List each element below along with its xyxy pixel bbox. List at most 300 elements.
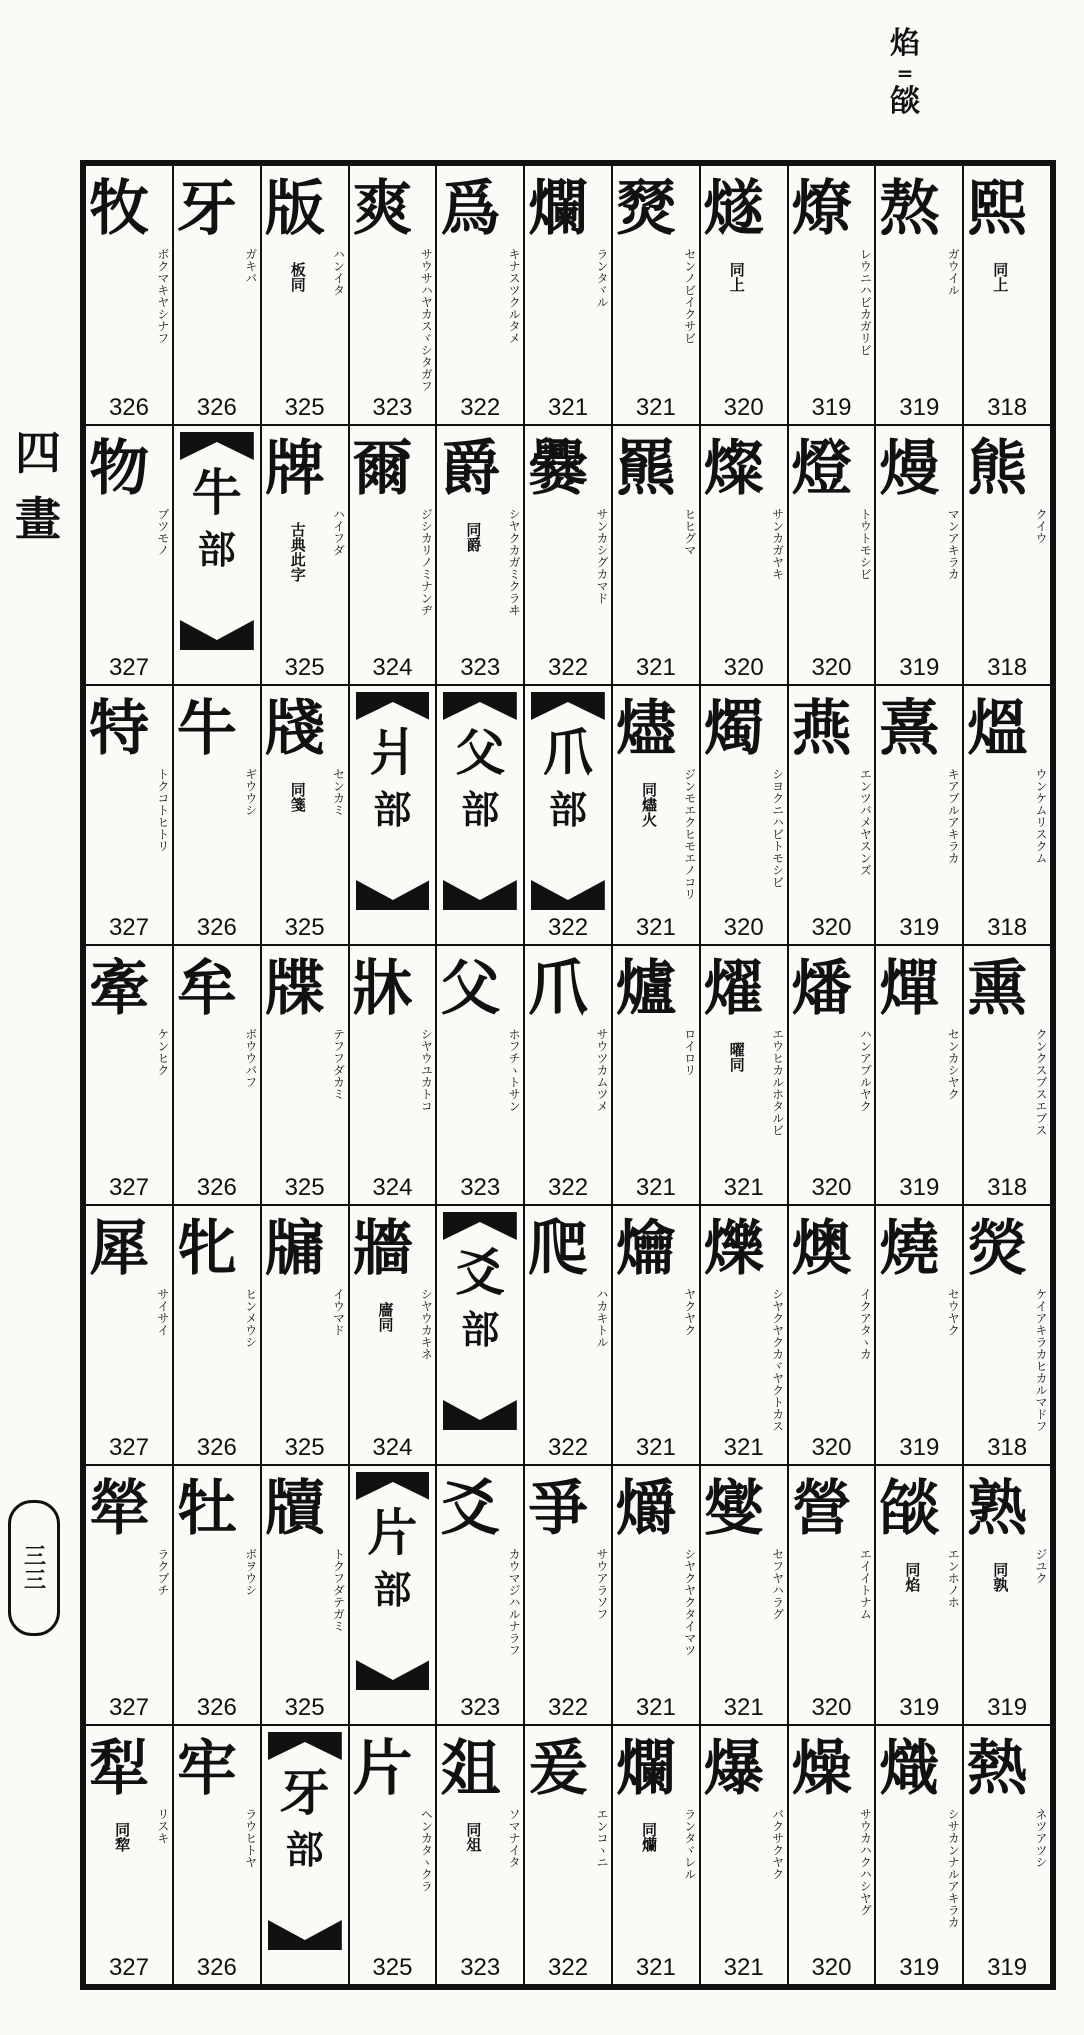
kanji-entry xyxy=(613,684,699,944)
kanji-char: 爍 xyxy=(703,1214,764,1284)
page-ref: 319 xyxy=(899,1434,940,1461)
kana-reading: トクコトヒトリ xyxy=(155,768,170,852)
kana-reading: シヤクヤクカヾヤクトカス xyxy=(770,1288,785,1432)
page-ref: 320 xyxy=(811,1174,852,1201)
kanji-entry xyxy=(437,944,523,1204)
kana-reading: エイイトナム xyxy=(858,1548,873,1620)
page-ref: 327 xyxy=(108,654,149,681)
radical-bracket xyxy=(531,692,605,910)
page-ref: 318 xyxy=(987,1434,1028,1461)
kanji-entry xyxy=(350,166,436,424)
kanji-entry xyxy=(876,1204,962,1464)
kanji-entry xyxy=(701,1724,787,1984)
kanji-entry xyxy=(789,684,875,944)
kanji-char: 燼 xyxy=(615,694,676,764)
kana-reading: ホフチヽトサン xyxy=(507,1028,522,1112)
kana-reading: センカミ xyxy=(331,768,346,816)
kana-reading: キアブルアキラカ xyxy=(946,768,961,864)
page-ref: 322 xyxy=(548,1434,589,1461)
page-ref: 319 xyxy=(899,1954,940,1981)
kanji-entry xyxy=(964,944,1050,1204)
kanji-char: 爨 xyxy=(528,434,589,504)
kana-reading: センノビイクサビ xyxy=(682,248,697,344)
page-number-badge xyxy=(8,1500,60,1636)
kana-reading: ウンケムリスクム xyxy=(1034,768,1048,864)
kanji-char: 熟 xyxy=(967,1474,1028,1544)
kanji-char: 牘 xyxy=(264,1474,325,1544)
page-ref: 319 xyxy=(899,914,940,941)
kanji-char: 燧 xyxy=(703,174,764,244)
kanji-entry xyxy=(174,1464,260,1724)
kanji-entry xyxy=(789,1464,875,1724)
radical-char: 片 xyxy=(367,1503,418,1562)
page-ref: 326 xyxy=(196,1954,237,1981)
page-ref: 319 xyxy=(987,1694,1028,1721)
kanji-entry xyxy=(86,684,172,944)
page-ref: 319 xyxy=(899,394,940,421)
kanji-char: 牝 xyxy=(176,1214,237,1284)
kanji-entry xyxy=(964,424,1050,684)
page-ref: 321 xyxy=(635,1954,676,1981)
page-ref: 321 xyxy=(548,394,589,421)
page-ref: 320 xyxy=(811,914,852,941)
variant-note: 同爵 xyxy=(464,522,483,552)
page-ref: 319 xyxy=(899,654,940,681)
page-ref: 326 xyxy=(196,914,237,941)
radical-char: 爪 xyxy=(543,723,594,782)
variant-note: 同上 xyxy=(991,262,1010,292)
page-ref: 324 xyxy=(372,1174,413,1201)
kanji-char: 燈 xyxy=(791,434,852,504)
kanji-char: 燹 xyxy=(615,174,676,244)
kana-reading: ボクマキヤシナフ xyxy=(155,248,170,344)
radical-section-header xyxy=(350,684,436,944)
kanji-char: 熙 xyxy=(967,174,1028,244)
page-ref: 321 xyxy=(723,1434,764,1461)
page-ref: 320 xyxy=(723,914,764,941)
kana-reading: シサカンナルアキラカ xyxy=(946,1808,961,1928)
radical-bracket xyxy=(268,1732,342,1950)
radical-suffix: 部 xyxy=(549,787,588,832)
kana-reading: イウマド xyxy=(331,1288,346,1336)
kanji-entry xyxy=(262,1464,348,1724)
kana-reading: ボウウバフ xyxy=(243,1028,258,1088)
bracket-bottom-icon xyxy=(268,1920,342,1950)
kanji-char: 牢 xyxy=(176,1734,237,1804)
page-ref: 327 xyxy=(108,1694,149,1721)
kanji-char: 燮 xyxy=(703,1474,764,1544)
kanji-entry xyxy=(613,1464,699,1724)
page-ref: 321 xyxy=(723,1954,764,1981)
page-ref: 321 xyxy=(635,1174,676,1201)
kana-reading: エンコヽニ xyxy=(594,1808,609,1868)
kana-reading: ハンイタ xyxy=(331,248,346,296)
kanji-entry xyxy=(350,1204,436,1464)
kanji-entry xyxy=(86,944,172,1204)
bracket-top-icon xyxy=(443,692,517,720)
kanji-char: 特 xyxy=(89,694,150,764)
kanji-entry xyxy=(876,166,962,424)
kanji-char: 羆 xyxy=(615,434,676,504)
kana-reading: ランタヾル xyxy=(594,248,609,308)
kanji-char: 燦 xyxy=(703,434,764,504)
radical-suffix: 部 xyxy=(197,527,236,572)
radical-section-header xyxy=(350,1464,436,1724)
kanji-entry xyxy=(174,1724,260,1984)
variant-note: 同俎 xyxy=(464,1822,483,1852)
kana-reading: ジユク xyxy=(1034,1548,1048,1584)
kana-reading: バクサクヤク xyxy=(770,1808,785,1880)
kanji-entry xyxy=(174,1204,260,1464)
kanji-char: 熳 xyxy=(879,434,940,504)
page-ref: 321 xyxy=(635,654,676,681)
kana-reading: マンアキラカ xyxy=(946,508,961,580)
page-ref: 320 xyxy=(811,654,852,681)
radical-suffix: 部 xyxy=(285,1827,324,1872)
variant-note: 同燼火 xyxy=(639,782,658,827)
radical-suffix: 部 xyxy=(373,787,412,832)
kanji-entry xyxy=(174,166,260,424)
kanji-char: 熾 xyxy=(879,1734,940,1804)
variant-note: 同焰 xyxy=(903,1562,922,1592)
page-ref: 327 xyxy=(108,1434,149,1461)
kanji-char: 燕 xyxy=(791,694,852,764)
table-column xyxy=(787,166,875,1984)
page-ref: 318 xyxy=(987,394,1028,421)
top-note xyxy=(866,24,944,122)
page-ref: 321 xyxy=(635,1694,676,1721)
top-note-equals: = xyxy=(896,61,914,85)
table-column xyxy=(260,166,348,1984)
kana-reading: シヤクヤクタイマツ xyxy=(682,1548,697,1656)
kanji-entry xyxy=(86,424,172,684)
bracket-top-icon xyxy=(531,692,605,720)
kana-reading: ケンヒク xyxy=(155,1028,170,1076)
kana-reading: ネツアツシ xyxy=(1034,1808,1048,1868)
variant-note: 同孰 xyxy=(991,1562,1010,1592)
kanji-char: 牀 xyxy=(352,954,413,1024)
variant-note: 古典此字 xyxy=(288,522,307,582)
kanji-entry xyxy=(437,166,523,424)
page-ref: 323 xyxy=(372,394,413,421)
kanji-entry xyxy=(525,424,611,684)
kanji-entry xyxy=(876,424,962,684)
page-ref: 326 xyxy=(196,1174,237,1201)
kanji-entry xyxy=(964,1204,1050,1464)
radical-char: 牙 xyxy=(279,1763,330,1822)
kana-reading: ギウウシ xyxy=(243,768,258,816)
kana-reading: ラクブチ xyxy=(155,1548,170,1596)
kanji-char: 爲 xyxy=(440,174,501,244)
bracket-bottom-icon xyxy=(443,1400,517,1430)
page-ref: 326 xyxy=(108,394,149,421)
kanji-char: 牛 xyxy=(176,694,237,764)
radical-section-header xyxy=(437,684,523,944)
kanji-char: 牋 xyxy=(264,694,325,764)
kanji-char: 燥 xyxy=(791,1734,852,1804)
page-ref: 324 xyxy=(372,1434,413,1461)
radical-char: 父 xyxy=(455,723,506,782)
kanji-char: 燄 xyxy=(879,1474,940,1544)
table-column xyxy=(962,166,1050,1984)
kanji-entry xyxy=(876,944,962,1204)
kanji-entry xyxy=(789,1724,875,1984)
kana-reading: キナスツクルタメ xyxy=(507,248,522,344)
kana-reading: ヘンカタヽクラ xyxy=(419,1808,434,1892)
kanji-char: 爛 xyxy=(528,174,589,244)
kanji-char: 牡 xyxy=(176,1474,237,1544)
kana-reading: シヤウユカトコ xyxy=(419,1028,434,1112)
kana-reading: シヤクカガミクラヰ xyxy=(507,508,522,616)
page-ref: 325 xyxy=(372,1954,413,1981)
kanji-char: 牒 xyxy=(264,954,325,1024)
page-ref: 322 xyxy=(548,654,589,681)
table-column xyxy=(611,166,699,1984)
kana-reading: セウヤク xyxy=(946,1288,961,1336)
kanji-entry xyxy=(701,166,787,424)
kanji-entry xyxy=(262,1204,348,1464)
kanji-entry xyxy=(876,1464,962,1724)
kanji-entry xyxy=(876,684,962,944)
radical-suffix: 部 xyxy=(461,1307,500,1352)
bracket-bottom-icon xyxy=(443,880,517,910)
radical-bracket xyxy=(356,692,430,910)
page-ref: 321 xyxy=(635,914,676,941)
variant-note: 同犂 xyxy=(113,1822,132,1852)
kanji-char: 爵 xyxy=(440,434,501,504)
page-ref: 322 xyxy=(548,1954,589,1981)
page-ref: 321 xyxy=(635,1434,676,1461)
top-note-char: 焰 xyxy=(890,26,920,61)
kana-reading: ブツモノ xyxy=(155,508,170,556)
bracket-bottom-icon xyxy=(180,620,254,650)
table-column xyxy=(348,166,436,1984)
kanji-char: 爬 xyxy=(528,1214,589,1284)
kana-reading: クイウ xyxy=(1034,508,1048,544)
kanji-entry xyxy=(964,1724,1050,1984)
kanji-char: 牌 xyxy=(264,434,325,504)
radical-char: 爻 xyxy=(455,1243,506,1302)
kana-reading: ガウイル xyxy=(946,248,961,296)
radical-bracket xyxy=(356,1472,430,1690)
kana-reading: ケイアキラカヒカルマドフ xyxy=(1034,1288,1048,1432)
kanji-entry xyxy=(964,684,1050,944)
page-ref: 320 xyxy=(811,1434,852,1461)
kana-reading: ソマナイタ xyxy=(507,1808,522,1868)
page-ref: 325 xyxy=(284,654,325,681)
kanji-char: 熬 xyxy=(879,174,940,244)
variant-note: 同上 xyxy=(727,262,746,292)
kanji-entry xyxy=(262,424,348,684)
kana-reading: ヒンメウシ xyxy=(243,1288,258,1348)
kanji-entry xyxy=(789,944,875,1204)
kanji-char: 牽 xyxy=(89,954,150,1024)
page-ref: 325 xyxy=(284,394,325,421)
kanji-char: 熊 xyxy=(967,434,1028,504)
kanji-char: 牧 xyxy=(89,174,150,244)
kanji-char: 爝 xyxy=(615,1474,676,1544)
variant-note: 曜同 xyxy=(727,1042,746,1072)
radical-bracket xyxy=(443,1212,517,1430)
kanji-entry xyxy=(964,166,1050,424)
variant-note: 同箋 xyxy=(288,782,307,812)
kanji-entry xyxy=(437,424,523,684)
kanji-entry xyxy=(437,1724,523,1984)
radical-char: 爿 xyxy=(367,723,418,782)
page-ref: 319 xyxy=(811,394,852,421)
kana-reading: ハイフダ xyxy=(331,508,346,556)
page-ref: 322 xyxy=(548,1694,589,1721)
kana-reading: サンカガヤキ xyxy=(770,508,785,580)
page-number: 三三 xyxy=(20,1544,47,1592)
kana-reading: ランタヾレル xyxy=(682,1808,697,1880)
kanji-char: 牖 xyxy=(264,1214,325,1284)
kana-reading: エウヒカルホタルビ xyxy=(770,1028,785,1136)
page-ref: 325 xyxy=(284,914,325,941)
kanji-char: 爽 xyxy=(352,174,413,244)
table-column xyxy=(172,166,260,1984)
kanji-entry xyxy=(86,1464,172,1724)
kanji-entry xyxy=(701,1204,787,1464)
kanji-entry xyxy=(964,1464,1050,1724)
table-column xyxy=(435,166,523,1984)
kanji-entry xyxy=(174,944,260,1204)
kanji-char: 爛 xyxy=(615,1734,676,1804)
radical-section-header xyxy=(262,1724,348,1984)
kana-reading: ロイロリ xyxy=(682,1028,697,1076)
kana-reading: トクフダテガミ xyxy=(331,1548,346,1632)
page-ref: 320 xyxy=(811,1694,852,1721)
kana-reading: ボヲウシ xyxy=(243,1548,258,1596)
kana-reading: ジシカリノミナンヂ xyxy=(419,508,434,616)
kanji-entry xyxy=(789,166,875,424)
kanji-char: 爚 xyxy=(615,1214,676,1284)
kanji-char: 燠 xyxy=(791,1214,852,1284)
radical-suffix: 部 xyxy=(461,787,500,832)
kanji-entry xyxy=(701,684,787,944)
kanji-entry xyxy=(701,424,787,684)
kanji-char: 燎 xyxy=(791,174,852,244)
kanji-char: 牙 xyxy=(176,174,237,244)
bracket-top-icon xyxy=(356,692,430,720)
page-ref: 320 xyxy=(723,394,764,421)
page-ref: 326 xyxy=(196,394,237,421)
kanji-entry xyxy=(262,944,348,1204)
radical-section-header xyxy=(525,684,611,944)
kanji-entry xyxy=(525,166,611,424)
kana-reading: レウニハビカガリビ xyxy=(858,248,873,356)
bracket-top-icon xyxy=(180,432,254,460)
kana-reading: サウカハクハシヤグ xyxy=(858,1808,873,1916)
kana-reading: センカシヤク xyxy=(946,1028,961,1100)
bracket-top-icon xyxy=(356,1472,430,1500)
kanji-char: 熅 xyxy=(967,694,1028,764)
radical-bracket xyxy=(180,432,254,650)
kanji-char: 爆 xyxy=(703,1734,764,1804)
kanji-entry xyxy=(701,944,787,1204)
bracket-bottom-icon xyxy=(531,880,605,910)
kanji-entry xyxy=(437,1464,523,1724)
kana-reading: ハンアブルヤク xyxy=(858,1028,873,1112)
kana-reading: クンクスブスエブス xyxy=(1034,1028,1048,1136)
kana-reading: セフヤハラグ xyxy=(770,1548,785,1620)
kana-reading: サウアラソフ xyxy=(594,1548,609,1620)
kanji-char: 牆 xyxy=(352,1214,413,1284)
kana-reading: シヨクニハビトモシビ xyxy=(770,768,785,888)
kana-reading: ガキバ xyxy=(243,248,258,284)
kanji-char: 犀 xyxy=(89,1214,150,1284)
kanji-char: 燒 xyxy=(879,1214,940,1284)
kanji-char: 版 xyxy=(264,174,325,244)
kanji-entry xyxy=(613,166,699,424)
kanji-entry xyxy=(350,1724,436,1984)
kanji-entry xyxy=(86,166,172,424)
kanji-char: 爪 xyxy=(528,954,589,1024)
kanji-char: 爐 xyxy=(615,954,676,1024)
kanji-char: 牟 xyxy=(176,954,237,1024)
stroke-count-digit: 四 xyxy=(15,426,61,480)
kana-reading: シヤウカキネ xyxy=(419,1288,434,1360)
page-ref: 323 xyxy=(460,1694,501,1721)
table-column xyxy=(699,166,787,1984)
variant-note: 同爤 xyxy=(639,1822,658,1852)
page-ref: 323 xyxy=(460,1954,501,1981)
kanji-char: 爰 xyxy=(528,1734,589,1804)
radical-suffix: 部 xyxy=(373,1567,412,1612)
table-column xyxy=(523,166,611,1984)
kana-reading: エンホノホ xyxy=(946,1548,961,1608)
kanji-entry xyxy=(701,1464,787,1724)
kanji-char: 爻 xyxy=(440,1474,501,1544)
kanji-entry xyxy=(613,1724,699,1984)
page-ref: 320 xyxy=(723,654,764,681)
page-ref: 326 xyxy=(196,1694,237,1721)
kana-reading: ジンモエクヒモエノコリ xyxy=(682,768,697,900)
kanji-entry xyxy=(613,944,699,1204)
kana-reading: リスキ xyxy=(155,1808,170,1844)
table-column xyxy=(86,166,172,1984)
kanji-entry xyxy=(525,944,611,1204)
kanji-entry xyxy=(350,944,436,1204)
kana-reading: テフフダカミ xyxy=(331,1028,346,1100)
page-ref: 318 xyxy=(987,654,1028,681)
page-ref: 319 xyxy=(899,1174,940,1201)
page-ref: 327 xyxy=(108,1174,149,1201)
kanji-char: 爾 xyxy=(352,434,413,504)
radical-char: 牛 xyxy=(191,463,242,522)
kanji-char: 燀 xyxy=(879,954,940,1024)
variant-note: 板同 xyxy=(288,262,307,292)
page-ref: 321 xyxy=(723,1174,764,1201)
kanji-entry xyxy=(174,684,260,944)
top-note-variant: 燄 xyxy=(890,84,920,119)
kanji-entry xyxy=(789,1204,875,1464)
page-ref: 325 xyxy=(284,1434,325,1461)
kana-reading: サンカシグカマド xyxy=(594,508,609,604)
stroke-count-label: 畫 xyxy=(15,492,61,546)
kanji-entry xyxy=(262,166,348,424)
bracket-top-icon xyxy=(443,1212,517,1240)
kanji-entry xyxy=(525,1204,611,1464)
kanji-char: 爼 xyxy=(440,1734,501,1804)
kana-reading: ヤクヤク xyxy=(682,1288,697,1336)
kanji-entry xyxy=(86,1204,172,1464)
kana-reading: サイサイ xyxy=(155,1288,170,1336)
page-ref: 324 xyxy=(372,654,413,681)
table-column xyxy=(874,166,962,1984)
kanji-char: 父 xyxy=(440,954,501,1024)
kanji-char: 熱 xyxy=(967,1734,1028,1804)
